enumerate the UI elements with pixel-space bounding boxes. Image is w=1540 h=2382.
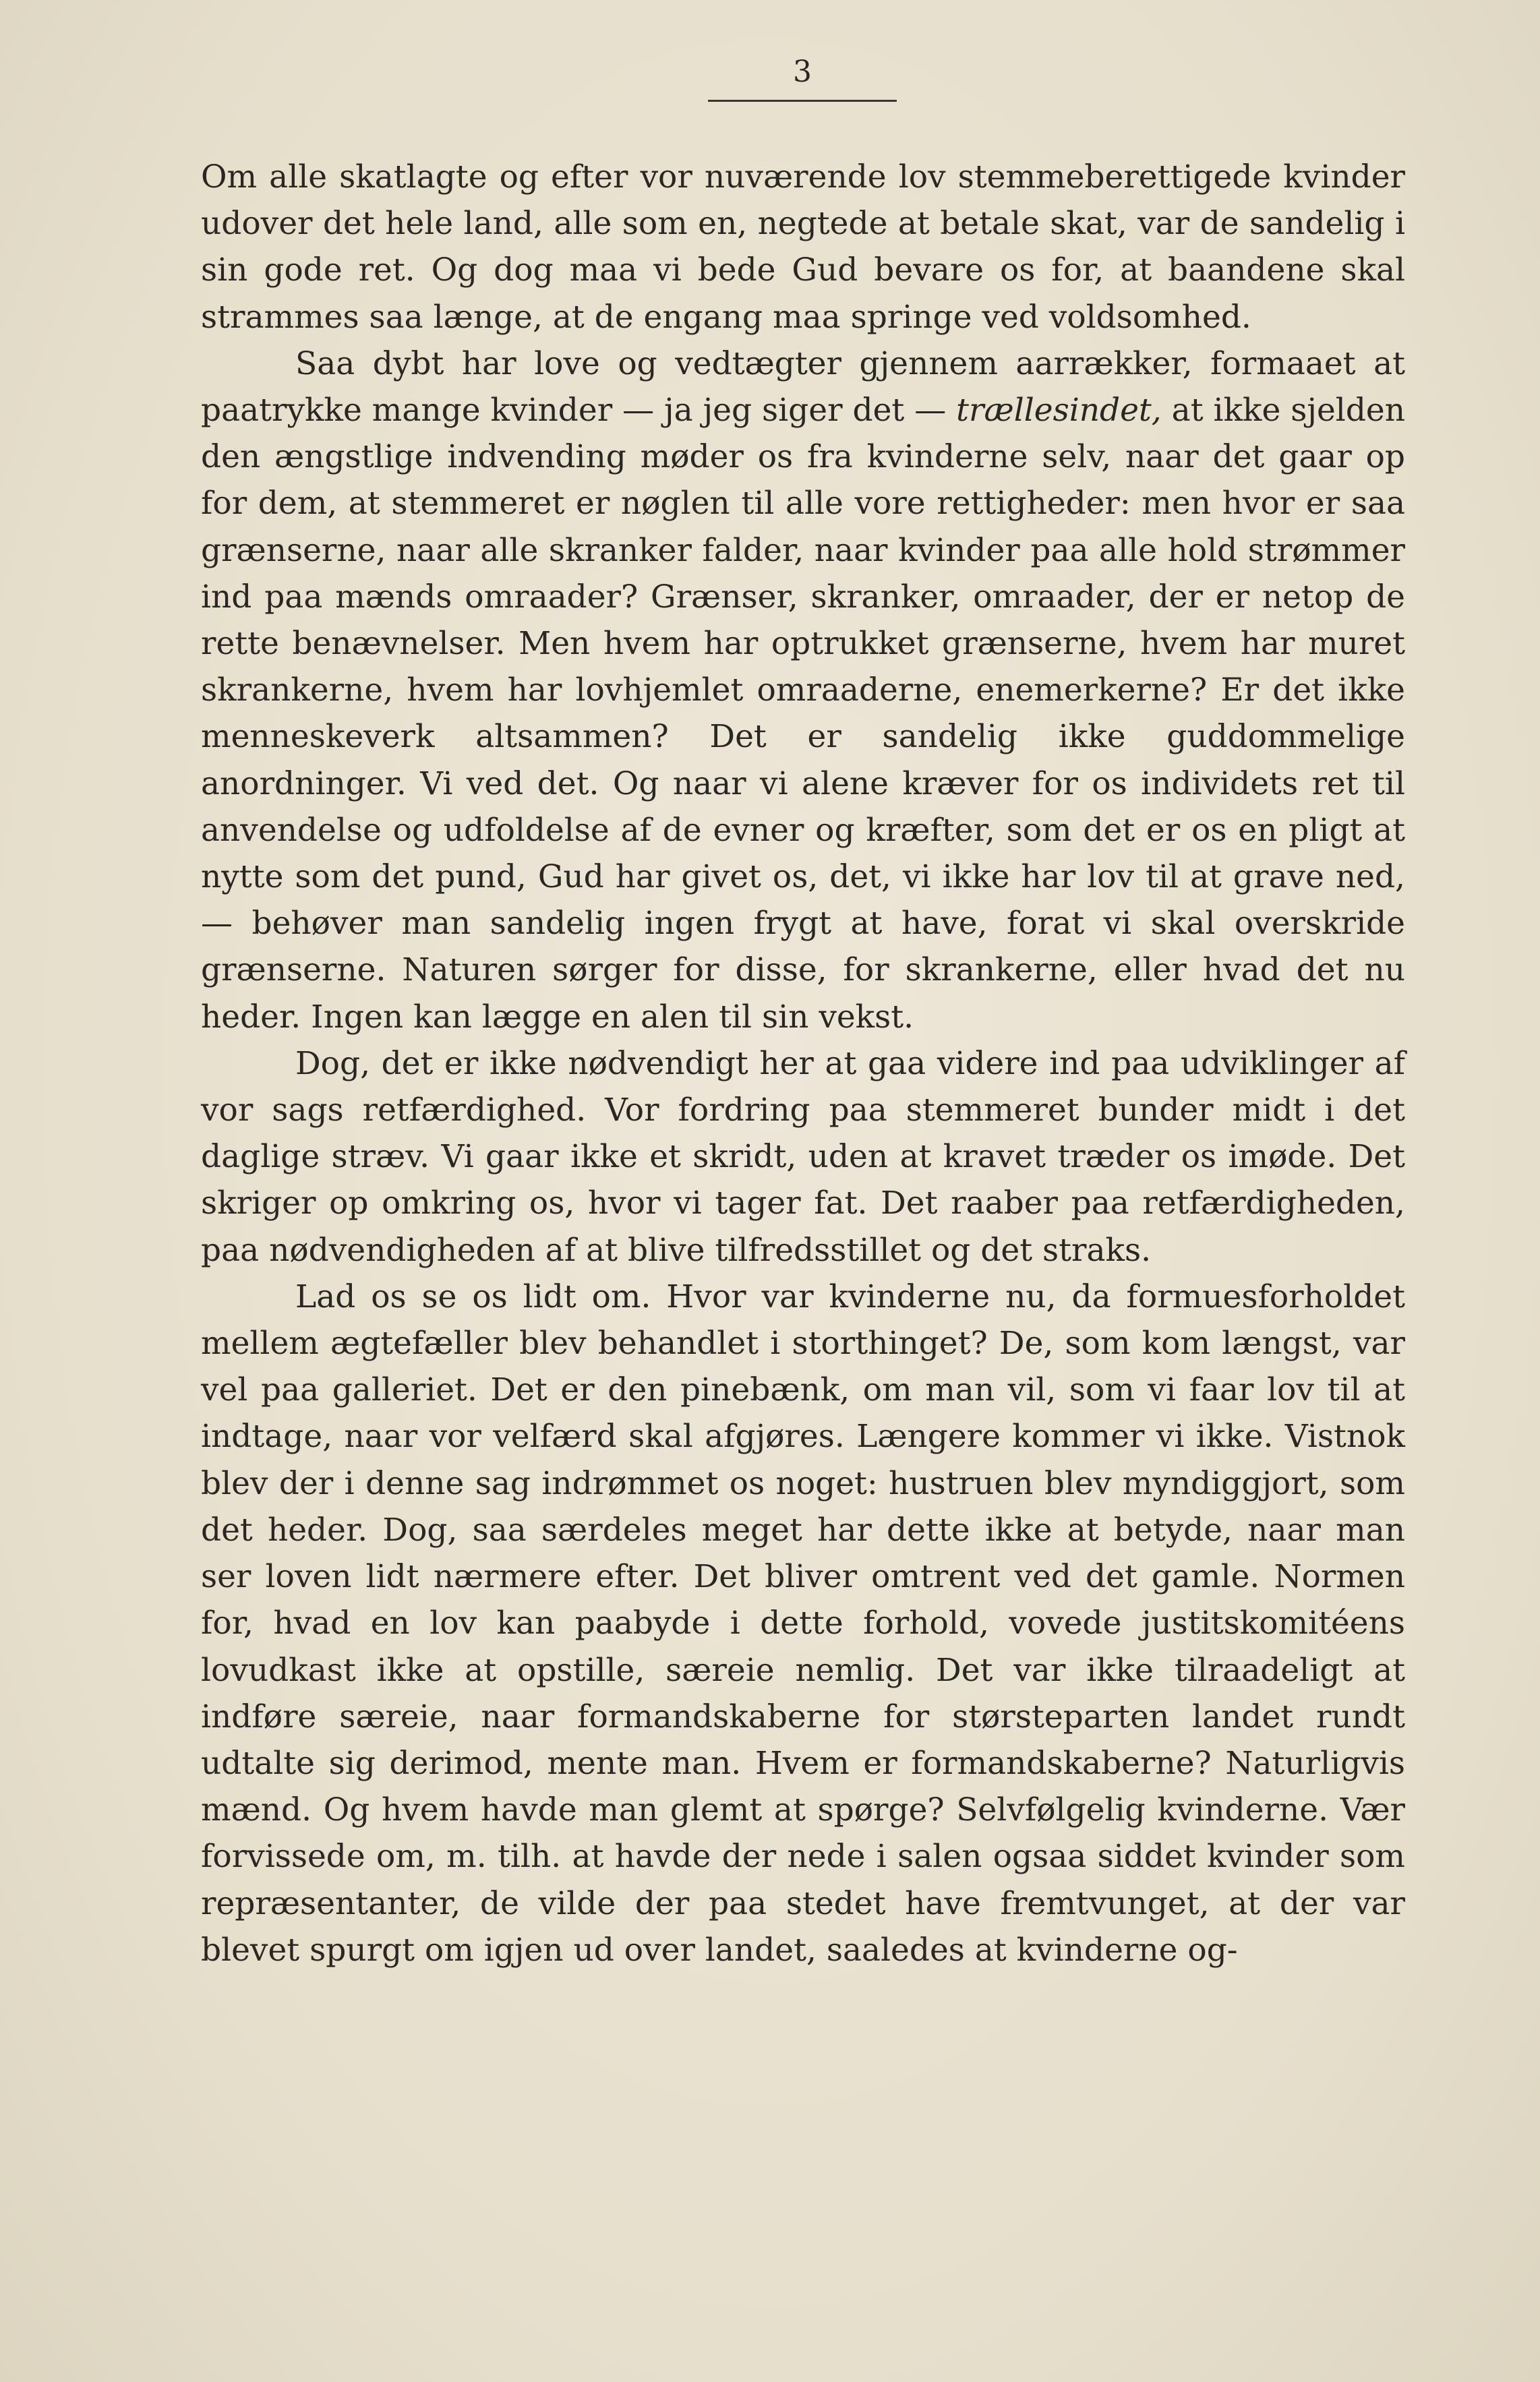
page-number: 3 <box>793 55 812 89</box>
header-rule <box>708 100 897 102</box>
paragraph-2 <box>201 340 1405 1040</box>
body-text <box>201 154 1405 1973</box>
paragraph-2-text-before: Saa dybt har love og vedtægter gjennem aarrækker, formaaet at paatrykke mange kvinder — ja jeg siger det — <box>201 345 1405 429</box>
page-header <box>708 55 897 89</box>
paragraph-3: Dog, det er ikke nødvendigt her at gaa videre ind paa udviklinger af vor sags retfærdighed. Vor fordring paa stemmeret bunder midt i det daglige stræv. Vi gaar ikke et skridt, uden at kravet træder os imøde. Det skriger op omkring os, hvor vi tager fat. Det raaber paa retfærdigheden, paa nødvendigheden af at blive tilfredsstillet og det straks. <box>201 1044 1405 1269</box>
paragraph-1: Om alle skatlagte og efter vor nuværende lov stemmeberettigede kvinder udover det hele land, alle som en, negtede at betale skat, var de sandelig i sin gode ret. Og dog maa vi bede Gud bevare os for, at baandene skal strammes saa længe, at de engang maa springe ved voldsomhed. <box>201 158 1405 336</box>
paragraph-2-emphasis: trællesindet, <box>956 392 1162 429</box>
paragraph-4: Lad os se os lidt om. Hvor var kvinderne nu, da formuesforholdet mellem ægtefæller blev behandlet i storthinget? De, som kom længst, var vel paa galleriet. Det er den pinebænk, om man vil, som vi faar lov til at indtage, naar vor velfærd skal afgjøres. Længere kommer vi ikke. Vistnok blev der i denne sag indrømmet os noget: hustruen blev myndiggjort, som det heder. Dog, saa særdeles meget har dette ikke at betyde, naar man ser loven lidt nærmere efter. Det bliver omtrent ved det gamle. Normen for, hvad en lov kan paabyde i dette forhold, vovede justitskomitéens lovudkast ikke at opstille, særeie nemlig. Det var ikke tilraadeligt at indføre særeie, naar formandskaberne for størsteparten landet rundt udtalte sig derimod, mente man. Hvem er formandskaberne? Naturligvis mænd. Og hvem havde man glemt at spørge? Selvfølgelig kvinderne. Vær forvissede om, m. tilh. at havde der nede i salen ogsaa siddet kvinder som repræsentanter, de vilde der paa stedet have fremtvunget, at der var blevet spurgt om igjen ud over landet, saaledes at kvinderne og- <box>201 1278 1405 1969</box>
paragraph-2-text-after: at ikke sjelden den ængstlige indvending møder os fra kvinderne selv, naar det gaar op for dem, at stemmeret er nøglen til alle vore rettigheder: men hvor er saa grænserne, naar alle skranker falder, naar kvinder paa alle hold strømmer ind paa mænds omraader? Grænser, skranker, omraader, der er netop de rette benævnelser. Men hvem har optrukket grænserne, hvem har muret skrankerne, hvem har lovhjemlet omraaderne, enemerkerne? Er det ikke menneskeverk altsammen? Det er sandelig ikke guddommelige anordninger. Vi ved det. Og naar vi alene kræver for os individets ret til anvendelse og udfoldelse af de evner og kræfter, som det er os en pligt at nytte som det pund, Gud har givet os, det, vi ikke har lov til at grave ned, — behøver man sandelig ingen frygt at have, forat vi skal overskride grænserne. Naturen sørger for disse, for skrankerne, eller hvad det nu heder. Ingen kan lægge en alen til sin vekst. <box>201 392 1405 1036</box>
